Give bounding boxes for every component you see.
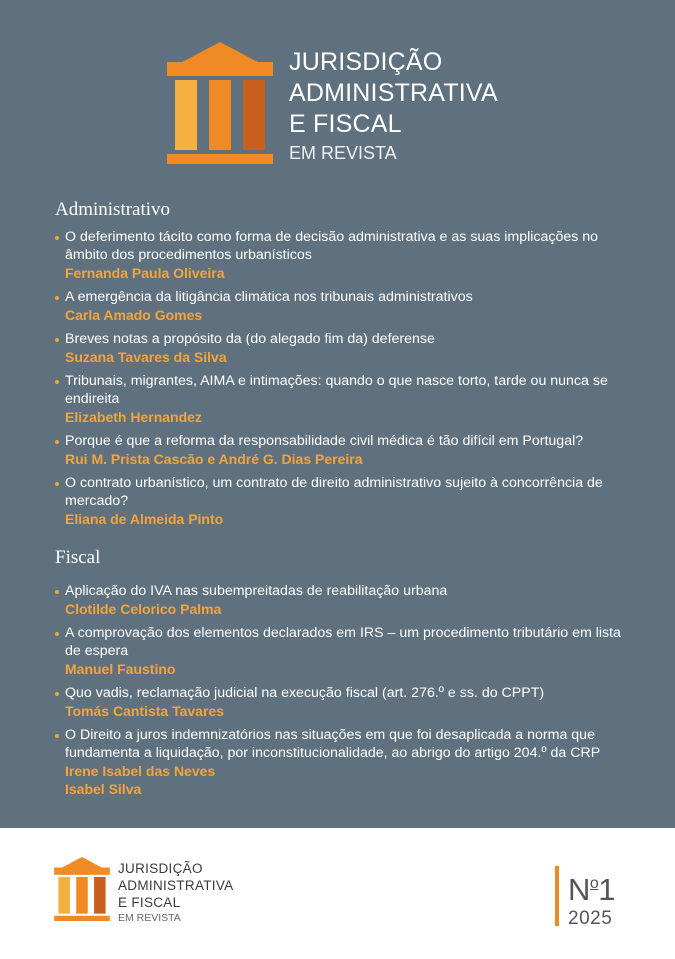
article-title: O deferimento tácito como forma de decisão administrativa e as suas implicações no âmbito dos procedimentos urbanísticos — [65, 229, 599, 263]
bullet-icon — [55, 338, 59, 342]
issue-year: 2025 — [568, 908, 613, 929]
title-line: JURISDIÇÃO — [118, 861, 203, 876]
section-administrativo — [55, 198, 635, 534]
columns-building-icon — [54, 857, 110, 921]
article-title: Breves notas a propósito da (do alegado fim da) deferense — [65, 331, 435, 347]
article-item — [55, 726, 635, 798]
article-author: Isabel Silva — [65, 781, 142, 797]
section-title: Fiscal — [55, 547, 101, 568]
magazine-subtitle: EM REVISTA — [289, 143, 397, 163]
article-title: Quo vadis, reclamação judicial na execução fiscal (art. 276.º e ss. do CPPT) — [65, 685, 545, 701]
issue-info — [568, 868, 615, 930]
issue-sup: o — [589, 875, 599, 892]
article-item — [55, 624, 635, 678]
article-item — [55, 474, 635, 528]
footer-magazine-title — [118, 860, 233, 925]
section-title: Administrativo — [55, 199, 171, 220]
article-item — [55, 372, 635, 426]
title-line: ADMINISTRATIVA — [118, 878, 234, 893]
article-author: Fernanda Paula Oliveira — [65, 265, 225, 281]
article-author: Suzana Tavares da Silva — [65, 349, 227, 365]
article-author: Tomás Cantista Tavares — [65, 703, 224, 719]
article-item — [55, 228, 635, 282]
article-author: Carla Amado Gomes — [65, 307, 203, 323]
issue-number — [568, 868, 615, 906]
bullet-icon — [55, 236, 59, 240]
bullet-icon — [55, 692, 59, 696]
title-line: E FISCAL — [118, 895, 181, 910]
footer-subtitle: EM REVISTA — [118, 912, 181, 924]
article-title: Tribunais, migrantes, AIMA e intimações: quando o que nasce torto, tarde ou nunca se endireita — [65, 373, 608, 407]
title-line: E FISCAL — [289, 110, 402, 138]
title-line: ADMINISTRATIVA — [289, 79, 498, 107]
bullet-icon — [55, 296, 59, 300]
article-item — [55, 582, 635, 618]
article-author: Irene Isabel das Neves — [65, 763, 216, 779]
columns-building-icon — [167, 42, 273, 164]
title-line: JURISDIÇÃO — [289, 48, 443, 76]
article-author: Rui M. Prista Cascão e André G. Dias Pereira — [65, 451, 363, 467]
article-author: Eliana de Almeida Pinto — [65, 511, 224, 527]
issue-divider — [555, 866, 559, 926]
bullet-icon — [55, 380, 59, 384]
article-title: Aplicação do IVA nas subempreitadas de reabilitação urbana — [65, 583, 448, 599]
bullet-icon — [55, 590, 59, 594]
article-title: A emergência da litigância climática nos tribunais administrativos — [65, 289, 473, 305]
article-title: Porque é que a reforma da responsabilidade civil médica é tão difícil em Portugal? — [65, 433, 584, 449]
article-item — [55, 684, 635, 720]
article-item — [55, 432, 635, 468]
magazine-title — [289, 47, 498, 166]
article-author: Clotilde Celorico Palma — [65, 601, 222, 617]
article-author: Elizabeth Hernandez — [65, 409, 202, 425]
bullet-icon — [55, 632, 59, 636]
article-item — [55, 288, 635, 324]
section-fiscal — [55, 546, 635, 804]
article-title: A comprovação dos elementos declarados em IRS – um procedimento tributário em lista de espera — [65, 625, 621, 659]
bullet-icon — [55, 482, 59, 486]
bullet-icon — [55, 440, 59, 444]
issue-value: 1 — [598, 872, 616, 907]
article-title: O contrato urbanístico, um contrato de direito administrativo sujeito à concorrência de mercado? — [65, 475, 603, 509]
issue-prefix: N — [568, 872, 590, 907]
bullet-icon — [55, 734, 59, 738]
article-item — [55, 330, 635, 366]
article-title: O Direito a juros indemnizatórios nas situações em que foi desaplicada a norma que fundamenta a liquidação, por inconstitucionalidade, ao abrigo do artigo 204.º da CRP — [65, 727, 601, 761]
article-author: Manuel Faustino — [65, 661, 176, 677]
